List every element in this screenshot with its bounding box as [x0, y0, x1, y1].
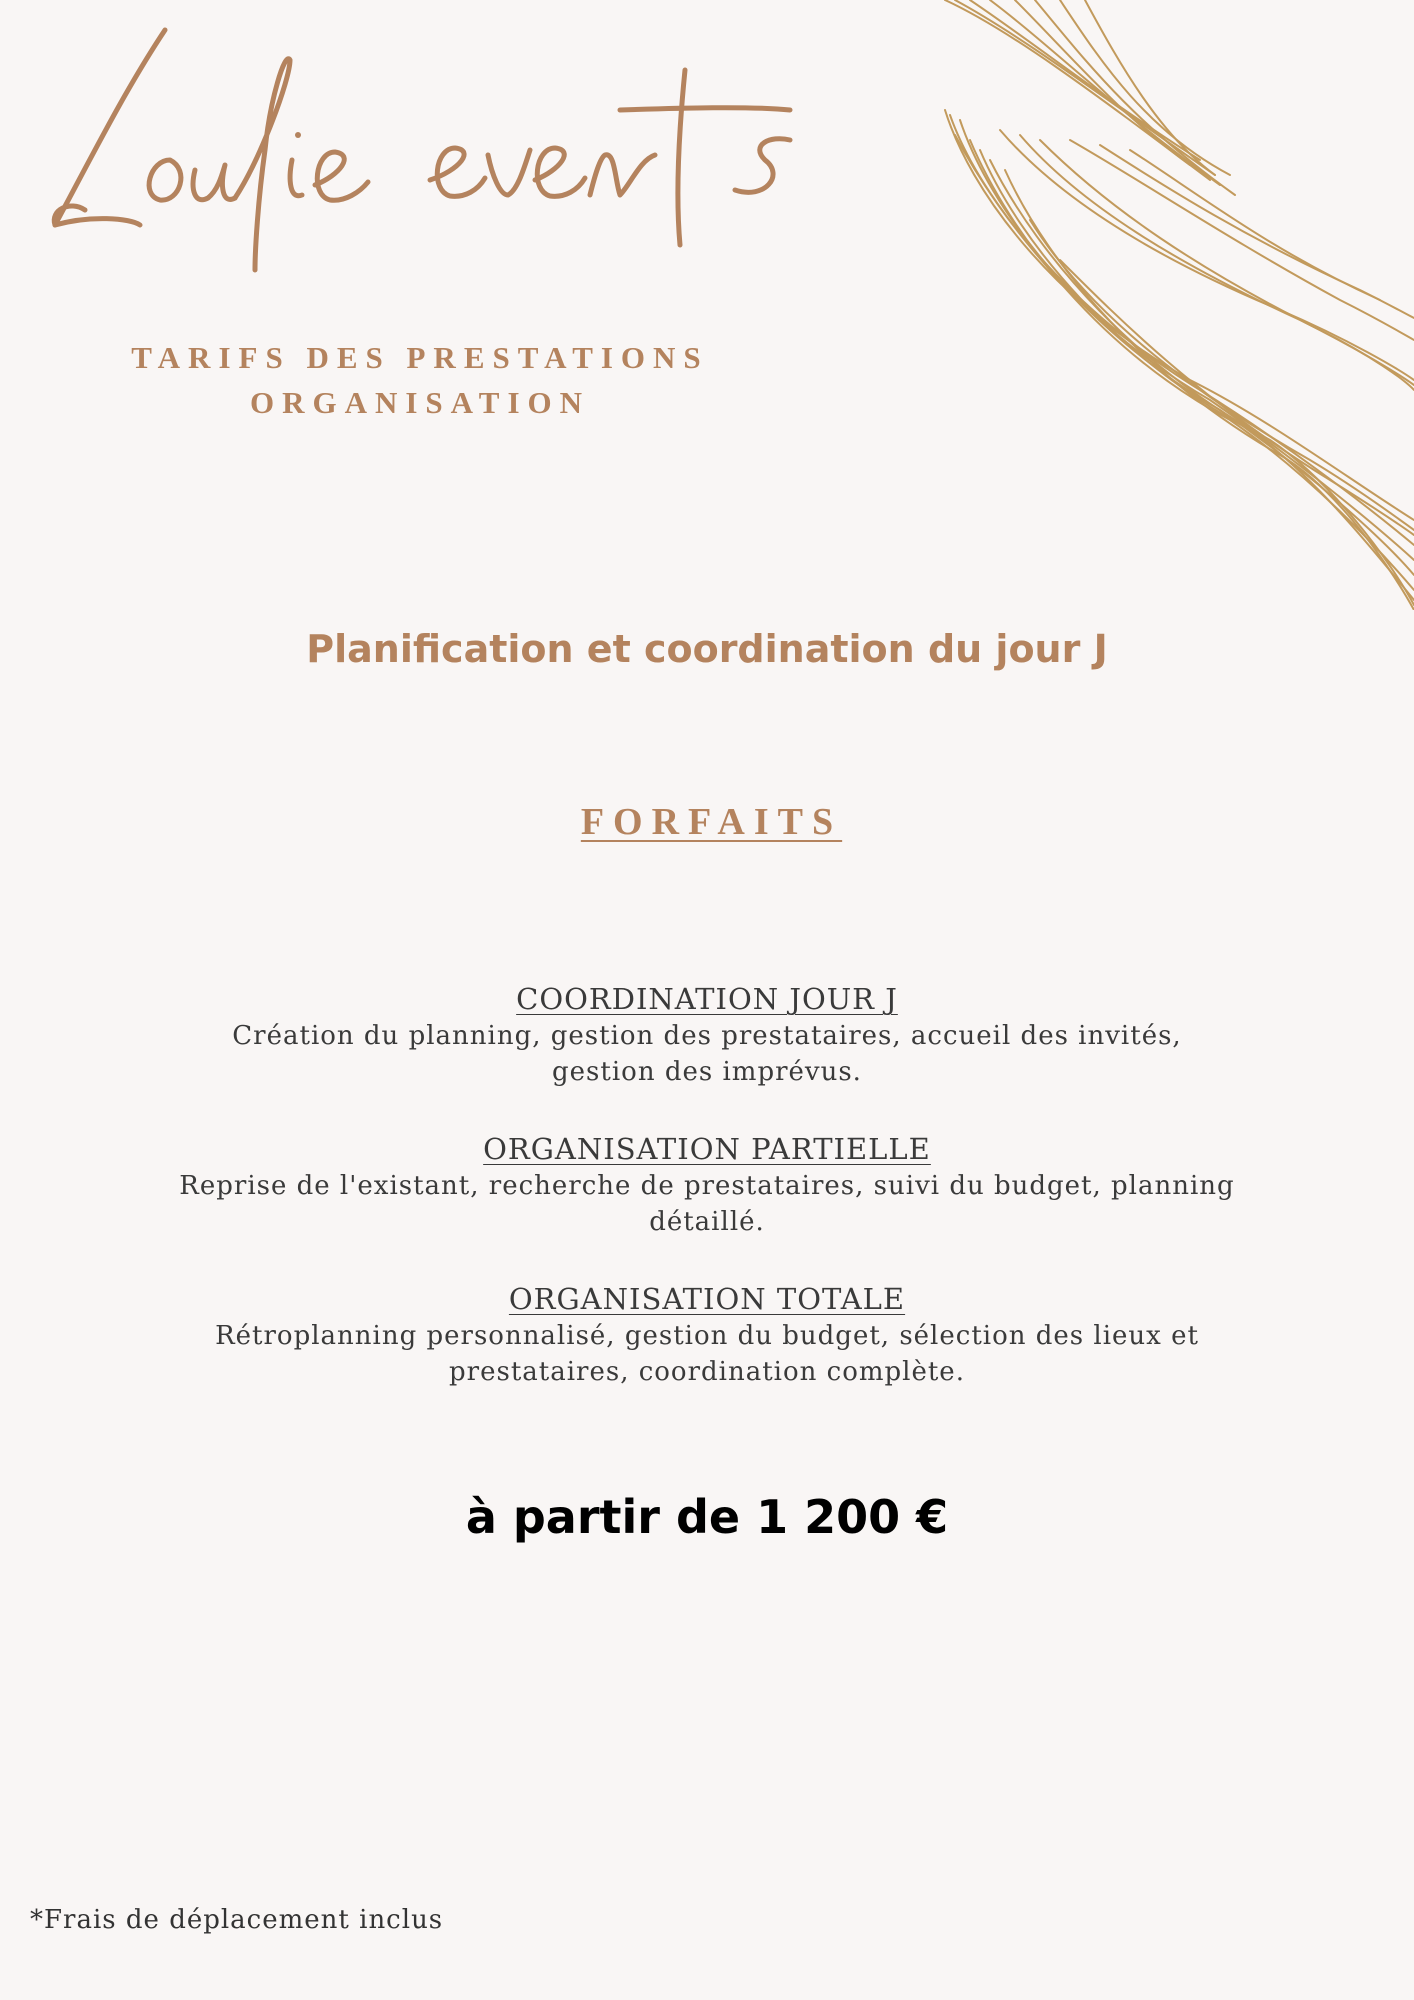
package-item	[0, 980, 1414, 1090]
section-title	[0, 800, 1414, 844]
price-label: à partir de 1 200 €	[465, 1490, 949, 1544]
package-description: Création du planning, gestion des prestataires, accueil des invités, gestion des imprévus.	[232, 1021, 1182, 1087]
gold-brush-strokes-decoration	[930, 0, 1414, 610]
subtitle-line-2: ORGANISATION	[249, 385, 591, 420]
package-title: COORDINATION JOUR J	[516, 982, 898, 1016]
package-title: ORGANISATION TOTALE	[508, 1282, 906, 1316]
package-item	[0, 1280, 1414, 1390]
page-subtitle	[100, 335, 740, 425]
loulie-events-logo	[30, 10, 830, 290]
travel-fees-footnote: *Frais de déplacement inclus	[30, 1905, 444, 1935]
package-item	[0, 1130, 1414, 1240]
forfaits-heading: FORFAITS	[580, 801, 843, 843]
subtitle-line-1: TARIFS DES PRESTATIONS	[131, 340, 709, 375]
package-description: Rétroplanning personnalisé, gestion du budget, sélection des lieux et prestataires, coordination complète.	[215, 1321, 1199, 1387]
page-headline: Planification et coordination du jour J	[306, 627, 1108, 671]
package-list	[0, 980, 1414, 1430]
package-title: ORGANISATION PARTIELLE	[483, 1132, 931, 1166]
package-description: Reprise de l'existant, recherche de prestataires, suivi du budget, planning détaillé.	[179, 1171, 1235, 1237]
